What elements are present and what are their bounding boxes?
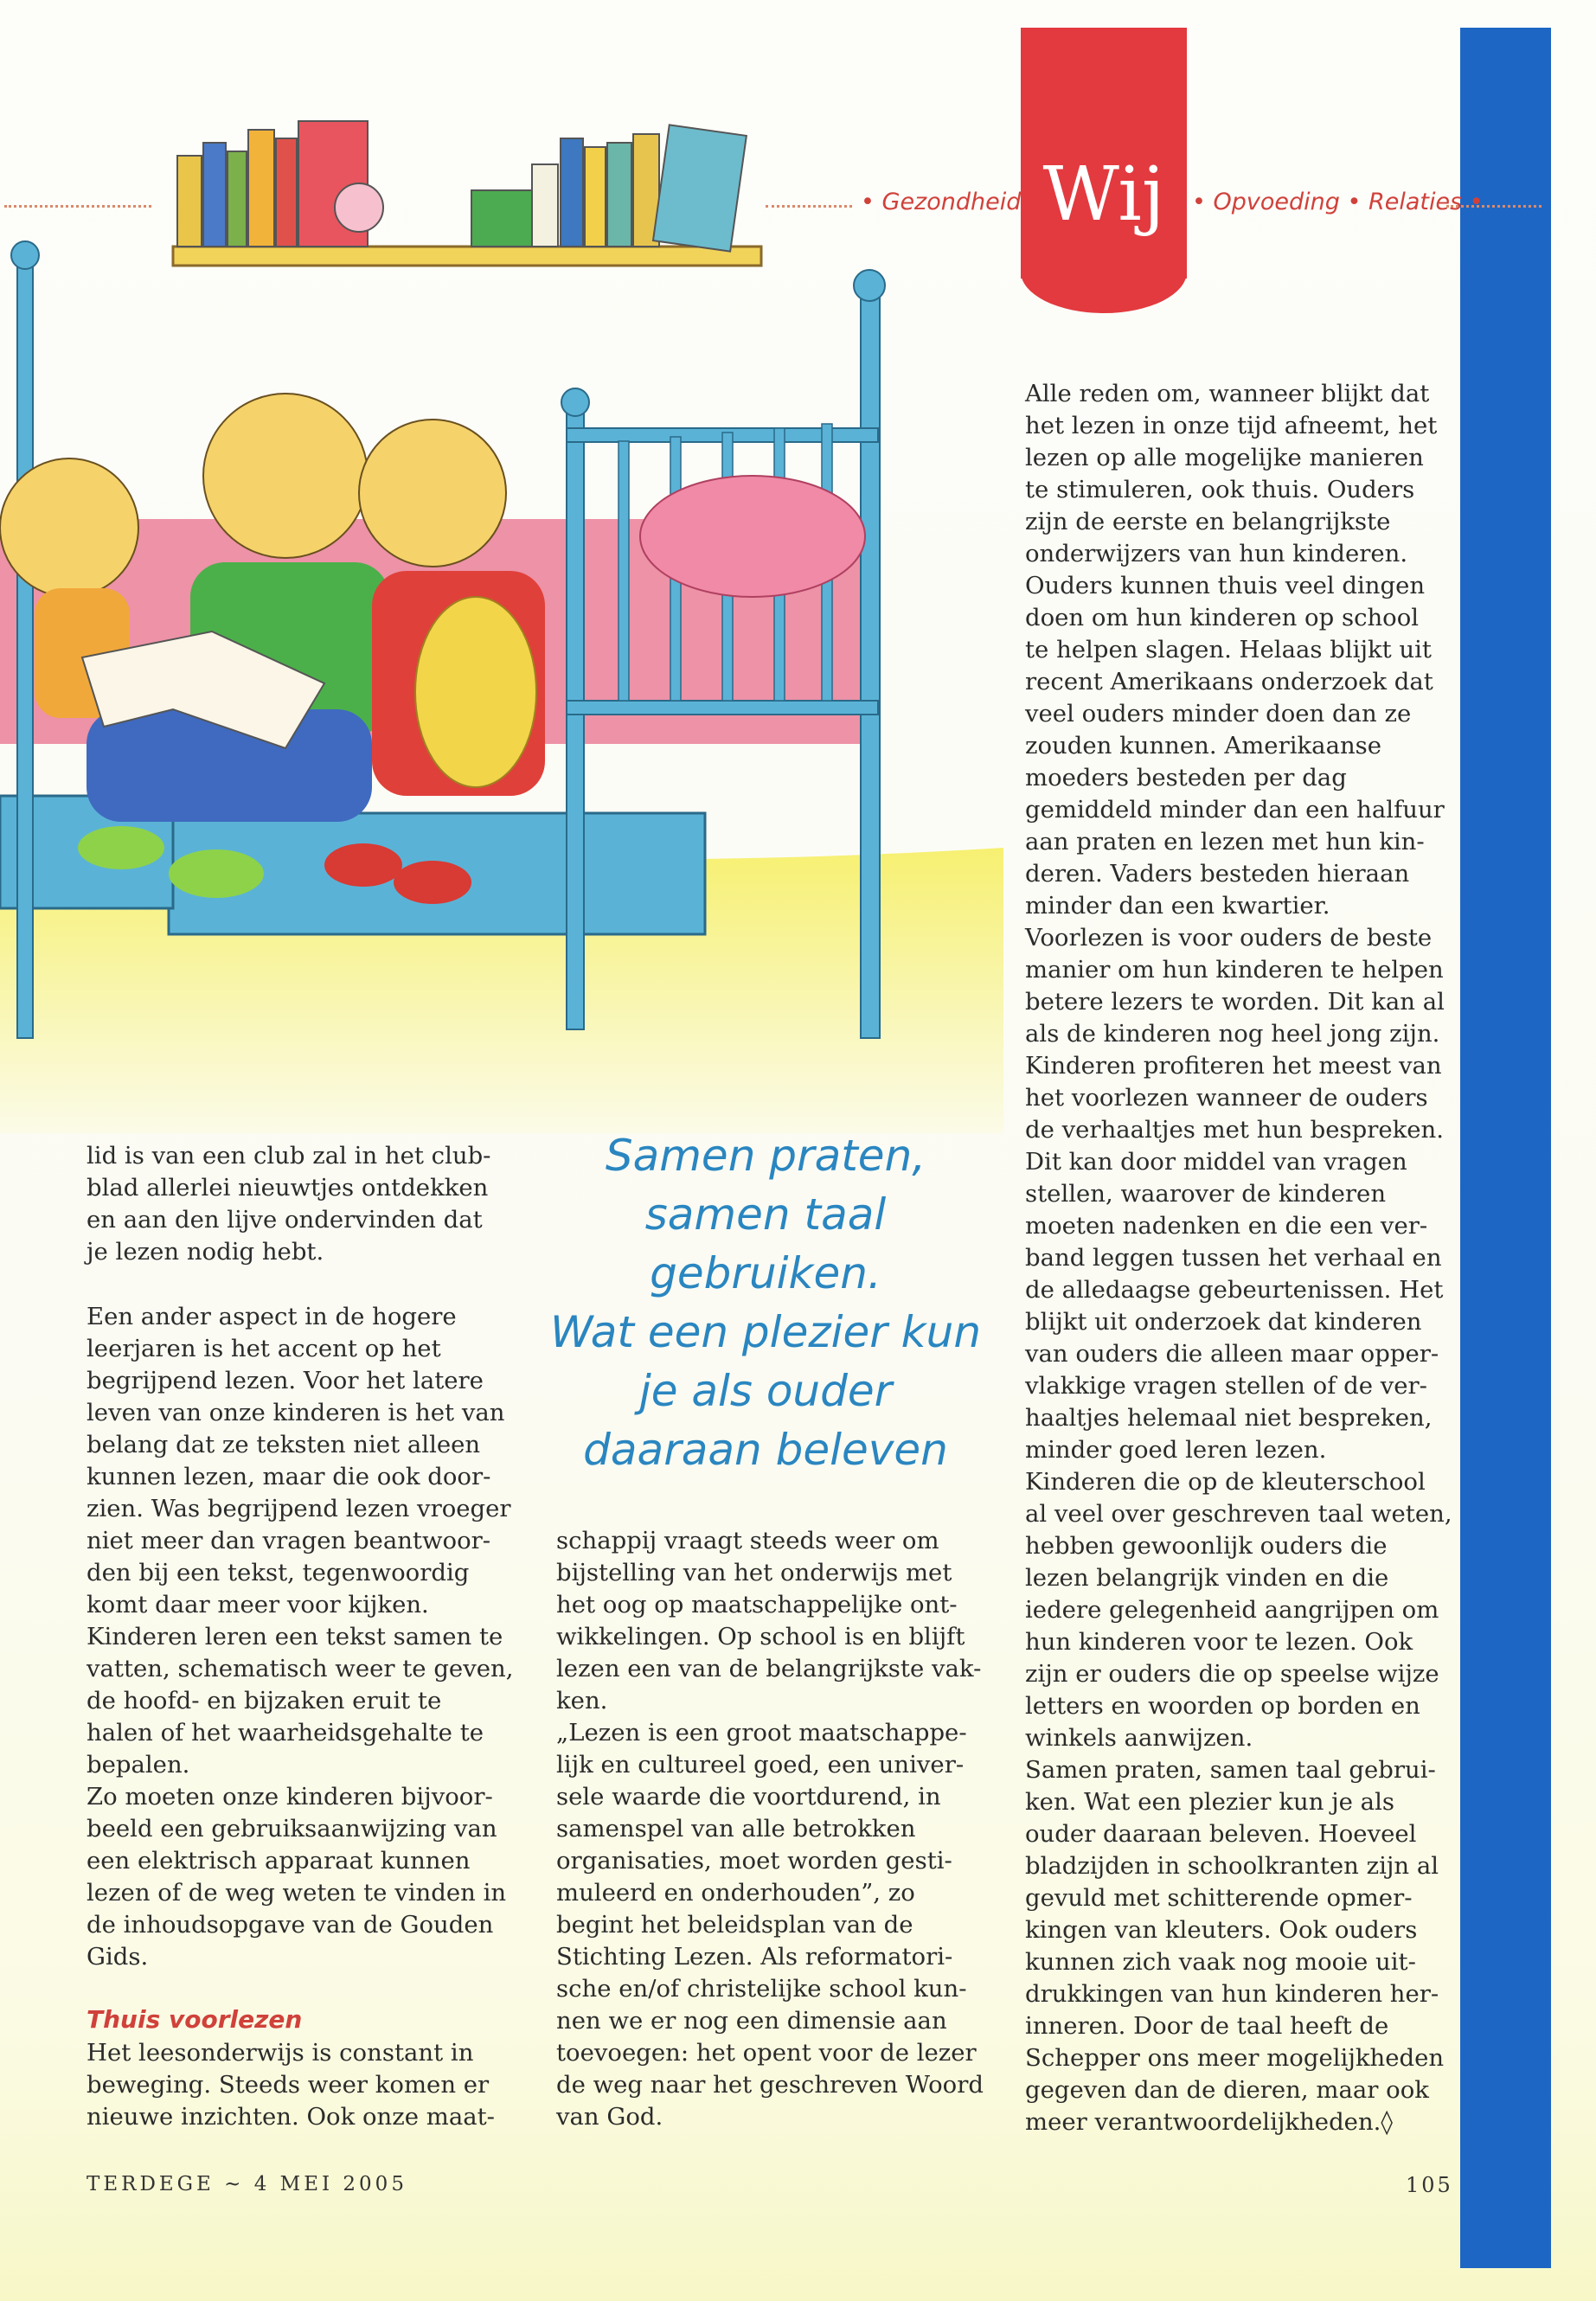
header-dotted-line-right — [1446, 205, 1542, 208]
header-label-relaties: Relaties — [1368, 189, 1463, 215]
header-label-opvoeding: Opvoeding — [1213, 189, 1340, 215]
section-tag-label: Wij — [1042, 151, 1165, 238]
column-right-text: Alle reden om, wanneer blijkt dat het lezen in onze tijd afneemt, het lezen op alle mogelijke manieren te stimuleren, ook thuis. Ouders zijn de eerste en belangrijkste onderwijzers van hun kinderen. Ouders kunnen thuis veel dingen doen om hun kinderen op school te helpen slagen. Helaas blijkt uit recent Amerikaans onderzoek dat veel ouders minder doen dan ze zouden kunnen. Amerikaanse moeders besteden per dag gemiddeld minder dan een halfuur aan praten en lezen met hun kin- deren. Vaders besteden hieraan minder dan een kwartier. Voorlezen is voor ouders de beste manier om hun kinderen te helpen betere lezers te worden. Dit kan al als de kinderen nog heel jong zijn. Kinderen profiteren het meest van het voorlezen wanneer de ouders de verhaaltjes met hun bespreken. Dit kan door middel van vragen stellen, waarover de kinderen moeten nadenken en die een ver- band leggen tussen het verhaal en de alledaagse gebeurtenissen. Het blijkt uit onderzoek dat kinderen van ouders die alleen maar opper- vlakkige vragen stellen of de ver- haaltjes helemaal niet bespreken, minder goed leren lezen. Kinderen die op de kleuterschool al veel over geschreven taal weten, hebben gewoonlijk ouders die lezen belangrijk vinden en die iedere gelegenheid aangrijpen om hun kinderen voor te lezen. Ook zijn er ouders die op speelse wijze letters en woorden op borden en winkels aanwijzen. Samen praten, samen taal gebrui- ken. Wat een plezier kun je als ouder daaraan beleven. Hoeveel bladzijden in schoolkranten zijn al gevuld met schitterende opmer- kingen van kleuters. Ook ouders kunnen zich vaak nog mooie uit- drukkingen van hun kinderen her- inneren. Door de taal heeft de Schepper ons meer mogelijkheden gegeven dan de dieren, maar ook meer verantwoordelijkheden.◊ — [1025, 380, 1452, 2136]
illustration-children-reading-on-bed — [0, 104, 1003, 1133]
header-section-right: • Opvoeding • Relaties • — [1192, 189, 1484, 215]
side-color-bar — [1460, 28, 1551, 2268]
column-left-bottom-text: Het leesonderwijs is constant in beweging. Steeds weer komen er nieuwe inzichten. Ook onze maat- — [87, 2039, 495, 2131]
pull-quote: Samen praten, samen taal gebruiken. Wat een plezier kun je als ouder daaraan beleven — [549, 1131, 982, 1475]
footer-publication: TERDEGE ~ 4 MEI 2005 — [87, 2173, 407, 2195]
header-label-gezondheid: Gezondheid — [881, 189, 1022, 215]
header-section-gezondheid: • Gezondheid — [861, 189, 1022, 215]
column-left-main-text: Een ander aspect in de hogere leerjaren is het accent op het begrijpend lezen. Voor het latere leven van onze kinderen is het van belang dat ze teksten niet alleen kunnen lezen, maar die ook door- zien. Was begrijpend lezen vroeger niet meer dan vragen beantwoor- den bij een tekst, tegenwoordig komt daar meer voor kijken. Kinderen leren een tekst samen te vatten, schematisch weer te geven, de hoofd- en bijzaken eruit te halen of het waarheidsgehalte te bepalen. Zo moeten onze kinderen bijvoor- beeld een gebruiksaanwijzing van een elektrisch apparaat kunnen lezen of de weg weten te vinden in de inhoudsopgave van de Gouden Gids. — [87, 1303, 514, 1971]
footer-page-number: 105 — [1406, 2173, 1453, 2197]
section-tag — [1021, 28, 1187, 279]
column-left-top-text: lid is van een club zal in het club- blad allerlei nieuwtjes ontdekken en aan den lijve ondervinden dat je lezen nodig hebt. — [87, 1142, 491, 1266]
column-middle-text: schappij vraagt steeds weer om bijstelling van het onderwijs met het oog op maatschappelijke ont- wikkelingen. Op school is en blijft lezen een van de belangrijkste vak- ken. „Lezen is een groot maatschappe- lijk en cultureel goed, een univer- sele waarde die voortdurend, in samenspel van alle betrokken organisaties, moet worden gesti- muleerd en onderhouden”, zo begint het beleidsplan van de Stichting Lezen. Als reformatori- sche en/of christelijke school kun- nen we er nog een dimensie aan toevoegen: het opent voor de lezer de weg naar het geschreven Woord van God. — [556, 1527, 984, 2131]
subheading-thuis-voorlezen: Thuis voorlezen — [87, 2005, 303, 2034]
